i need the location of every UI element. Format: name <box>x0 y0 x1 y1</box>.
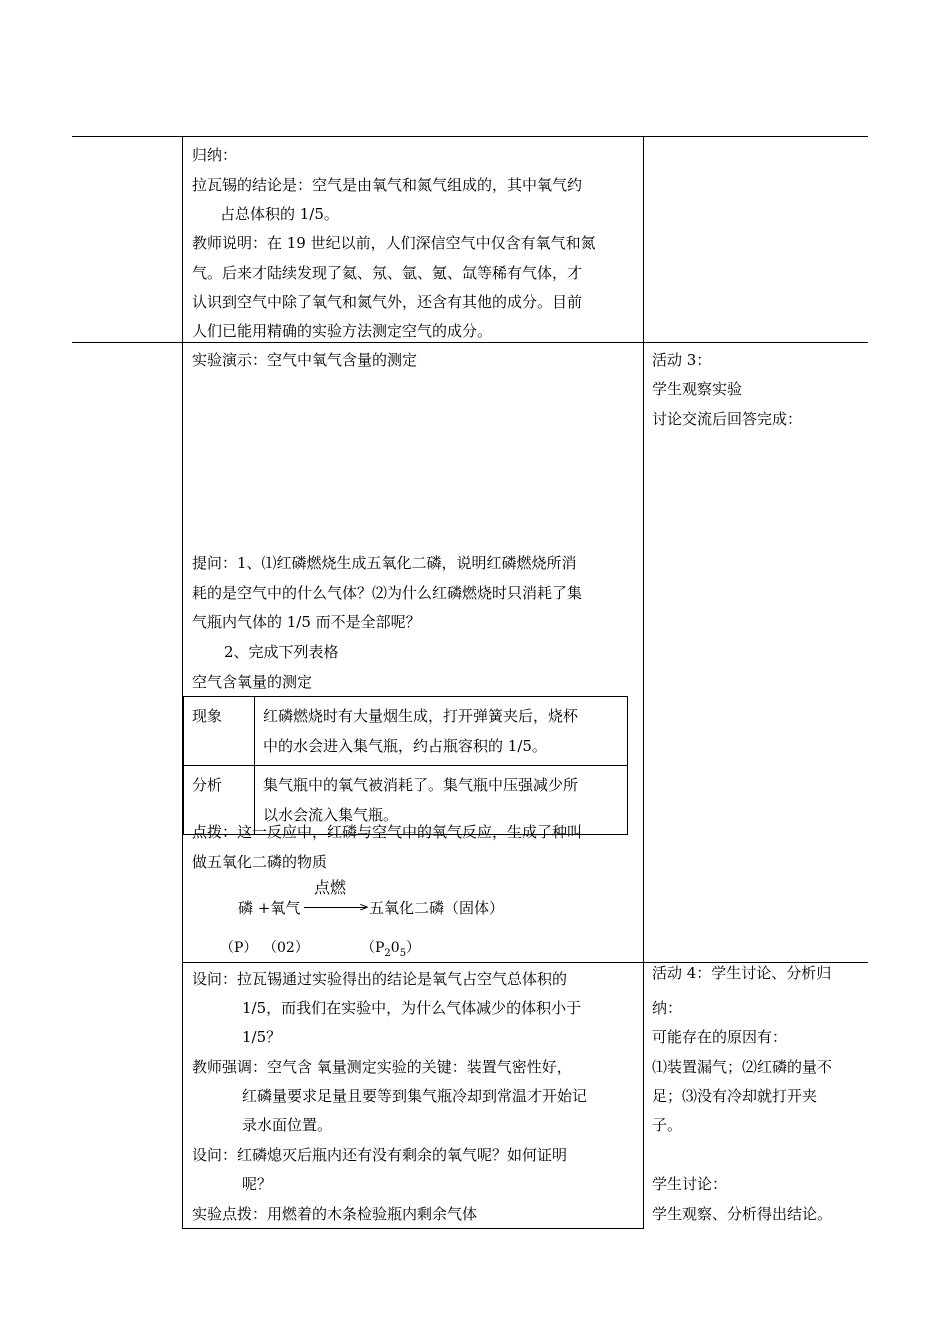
formula-p: （P） <box>220 940 258 956</box>
formula-part: 0 <box>390 940 400 956</box>
summary-line: 占总体积的 1/5。 <box>220 205 339 223</box>
formula-part: （P <box>361 940 385 956</box>
activity-line: 学生观察实验 <box>652 380 743 398</box>
discussion-line: 设问：红磷熄灭后瓶内还有没有剩余的氧气呢？如何证明 <box>192 1146 568 1164</box>
activity-line: 足；⑶没有冷却就打开夹 <box>652 1087 818 1105</box>
formula-o2: （02） <box>263 940 309 956</box>
row-label: 分析 <box>184 766 255 835</box>
row-content-line: 中的水会进入集气瓶，约占瓶容积的 1/5。 <box>263 737 547 755</box>
activity-line: ⑴装置漏气；⑵红磷的量不 <box>652 1058 833 1076</box>
discussion-line: 1/5？ <box>242 1028 282 1046</box>
discussion-line: 1/5，而我们在实验中，为什么气体减少的体积小于 <box>242 999 582 1017</box>
column-divider-left <box>182 136 183 1229</box>
activity-line: 可能存在的原因有： <box>652 1028 788 1046</box>
demo-title: 实验演示：空气中氧气含量的测定 <box>192 351 418 369</box>
formula-p2o5 <box>361 938 420 964</box>
column-divider-right <box>643 136 644 1229</box>
row-content <box>255 697 628 766</box>
hint-line: 点拨：这一反应中，红磷与空气中的氧气反应，生成了种叫 <box>192 823 583 841</box>
discussion-line: 教师强调：空气含 氧量测定实验的关键：装置气密性好， <box>192 1058 572 1076</box>
question-line: 耗的是空气中的什么气体？⑵为什么红磷燃烧时只消耗了集 <box>192 584 583 602</box>
table-top-border <box>72 136 868 137</box>
equation-left: 磷 +氧气 <box>238 899 301 917</box>
discussion-line: 设问：拉瓦锡通过实验得出的结论是氧气占空气总体积的 <box>192 970 568 988</box>
row-content-line: 以水会流入集气瓶。 <box>263 806 399 824</box>
equation-right: 五氧化二磷（固体） <box>369 899 505 917</box>
row-label: 现象 <box>184 697 255 766</box>
summary-line: 人们已能用精确的实验方法测定空气的成分。 <box>192 322 493 340</box>
formula-subscript: 2 <box>384 947 391 959</box>
formula-part: ） <box>406 940 421 956</box>
activity-line: 子。 <box>652 1116 683 1134</box>
activity-line: 讨论交流后回答完成： <box>652 410 803 428</box>
summary-line: 教师说明：在 19 世纪以前，人们深信空气中仅含有氧气和氮 <box>192 234 596 252</box>
summary-line: 归纳： <box>192 146 238 164</box>
arrow-head-icon: > <box>359 900 370 914</box>
formula-subscript: 5 <box>399 947 407 959</box>
discussion-line: 红磷量要求足量且要等到集气瓶冷却到常温才开始记 <box>242 1087 588 1105</box>
reaction-arrow <box>304 907 366 908</box>
activity-line: 活动 3： <box>652 351 712 369</box>
question-line: 气瓶内气体的 1/5 而不是全部呢？ <box>192 613 421 631</box>
activity-line: 学生讨论： <box>652 1175 728 1193</box>
question-line: 2、完成下列表格 <box>224 643 339 661</box>
question-line: 提问：1、⑴红磷燃烧生成五氧化二磷，说明红磷燃烧所消 <box>192 554 577 572</box>
activity-line: 纳： <box>652 999 683 1017</box>
discussion-line: 实验点拨：用燃着的木条检验瓶内剩余气体 <box>192 1205 478 1223</box>
row-content-line: 集气瓶中的氧气被消耗了。集气瓶中压强减少所 <box>263 776 579 794</box>
row-content-line: 红磷燃烧时有大量烟生成，打开弹簧夹后，烧杯 <box>263 707 579 725</box>
discussion-line: 录水面位置。 <box>242 1116 333 1134</box>
table-caption: 空气含氧量的测定 <box>192 673 313 691</box>
activity-line: 学生观察、分析得出结论。 <box>652 1205 833 1223</box>
equation-condition: 点燃 <box>314 878 347 897</box>
summary-line: 认识到空气中除了氧气和氮气外，还含有其他的成分。目前 <box>192 293 583 311</box>
table-row <box>184 697 628 766</box>
summary-line: 气。后来才陆续发现了氦、氖、氩、氪、氙等稀有气体，才 <box>192 264 583 282</box>
summary-line: 拉瓦锡的结论是：空气是由氧气和氮气组成的，其中氧气约 <box>192 176 583 194</box>
discussion-line: 呢？ <box>242 1175 273 1193</box>
table-bottom-border <box>182 1228 644 1229</box>
oxygen-measurement-table <box>183 696 628 835</box>
hint-line: 做五氧化二磷的物质 <box>192 853 328 871</box>
activity-line: 活动 4：学生讨论、分析归 <box>652 964 832 982</box>
row-divider-1 <box>72 342 868 343</box>
